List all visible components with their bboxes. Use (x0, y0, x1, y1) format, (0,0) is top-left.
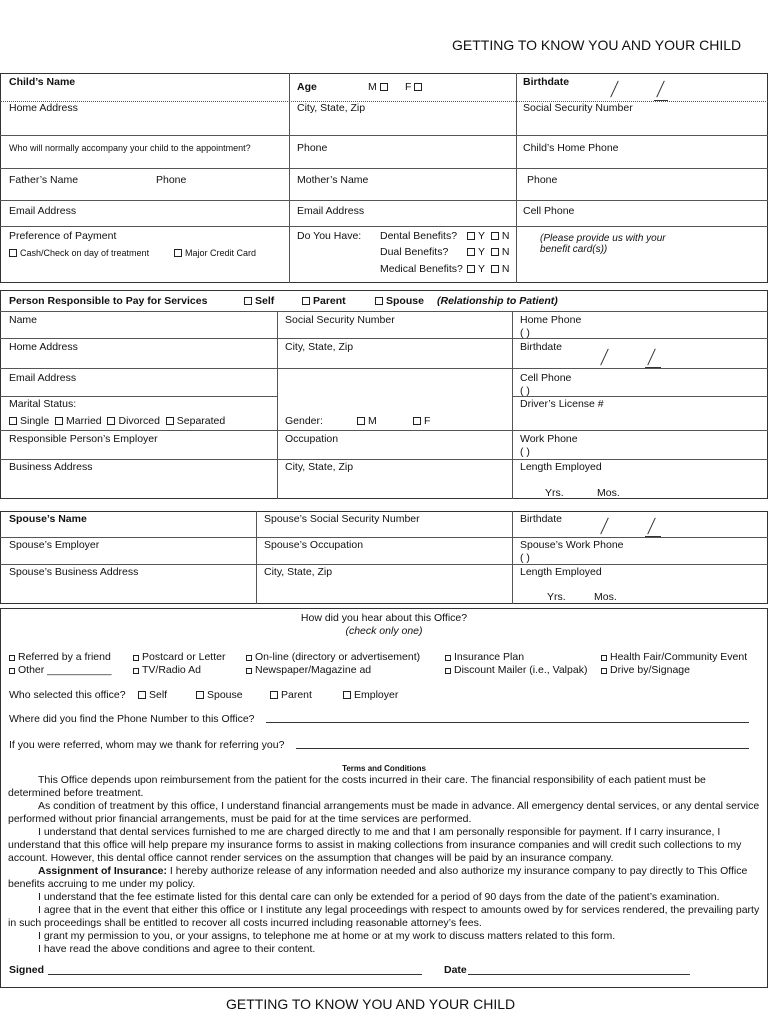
parent-option[interactable]: Parent (302, 295, 346, 307)
years-label: Yrs. (547, 591, 566, 603)
checkbox[interactable] (9, 417, 17, 425)
checkbox[interactable] (9, 668, 15, 674)
area-code-parens: ( ) (520, 446, 530, 458)
home-address-label: Home Address (9, 341, 78, 353)
terms-paragraph: I understand that the fee estimate listed for this dental care can only be extended for a period of 90 days from the date of the patient’s examination. (38, 891, 720, 903)
mother-phone-label: Phone (527, 174, 558, 186)
dual-benefits-label: Dual Benefits? (380, 246, 449, 258)
signature-field[interactable] (48, 974, 422, 975)
accompany-label: Who will normally accompany your child to the appointment? (9, 143, 251, 153)
marital-options[interactable]: Single Married Divorced Separated (9, 415, 225, 427)
medical-yn[interactable]: Y N (467, 263, 509, 275)
city-state-zip-label: City, State, Zip (285, 461, 354, 473)
years-label: Yrs. (545, 487, 564, 499)
checkbox[interactable] (601, 655, 607, 661)
length-employed-label: Length Employed (520, 566, 602, 578)
referred-by-field[interactable] (296, 748, 749, 749)
terms-paragraph: I have read the above conditions and agree to their content. (38, 943, 316, 955)
hear-question: How did you hear about this Office? (300, 612, 468, 624)
terms-paragraph: Assignment of Insurance: I hereby authorize release of any information needed and also authorize my insurance company to pay directly to This Office benefits accruing to me under my policy. (8, 865, 748, 890)
area-code-parens: ( ) (520, 552, 530, 564)
marital-status-label: Marital Status: (9, 398, 77, 410)
spouse-option[interactable]: Spouse (375, 295, 424, 307)
selected-parent-option[interactable]: Parent (270, 689, 312, 701)
employer-label: Responsible Person’s Employer (9, 433, 158, 445)
terms-paragraph: I understand that dental services furnished to me are charged directly to me and that I am personally responsible for payment. If I carry insurance, I understand that this office will help prepare my insurance forms to assist in making collections from insurance companies and will credit such collections to my account. However, this dental office cannot render services on the assumption that changes will be paid by an insurance company. (8, 826, 742, 864)
selected-employer-option[interactable]: Employer (343, 689, 398, 701)
page-title: GETTING TO KNOW YOU AND YOUR CHILD (452, 37, 742, 53)
signed-label: Signed (9, 964, 45, 976)
cell-phone-label: Cell Phone (523, 205, 575, 217)
home-address-label: Home Address (9, 102, 78, 114)
birthdate-label: Birthdate (520, 341, 563, 353)
selected-self-option[interactable]: Self (138, 689, 167, 701)
checkbox[interactable] (375, 297, 383, 305)
checkbox[interactable] (246, 668, 252, 674)
checkbox[interactable] (174, 249, 182, 257)
checkbox[interactable] (414, 83, 422, 91)
other-option[interactable]: Other ___________ (9, 664, 111, 676)
dental-benefits-label: Dental Benefits? (380, 230, 458, 242)
checkbox[interactable] (9, 655, 15, 661)
who-selected-label: Who selected this office? (9, 689, 126, 701)
childs-name-label: Child’s Name (9, 76, 76, 88)
checkbox[interactable] (196, 691, 204, 699)
occupation-label: Occupation (285, 433, 339, 445)
gender-m-option[interactable]: M (368, 81, 391, 93)
spouse-name-label: Spouse’s Name (9, 513, 87, 525)
phone-label: Phone (297, 142, 328, 154)
checkbox[interactable] (166, 417, 174, 425)
checkbox[interactable] (467, 248, 475, 256)
footer-title: GETTING TO KNOW YOU AND YOUR CHILD (226, 996, 516, 1012)
spouse-work-phone-label: Spouse’s Work Phone (520, 539, 624, 551)
checkbox[interactable] (133, 655, 139, 661)
age-label: Age (297, 81, 317, 93)
discount-mailer-option[interactable]: Discount Mailer (i.e., Valpak) (445, 664, 587, 676)
checkbox[interactable] (138, 691, 146, 699)
business-address-label: Business Address (9, 461, 93, 473)
where-phone-field[interactable] (266, 722, 749, 723)
checkbox[interactable] (445, 668, 451, 674)
self-option[interactable]: Self (244, 295, 274, 307)
checkbox[interactable] (413, 417, 421, 425)
insurance-plan-option[interactable]: Insurance Plan (445, 651, 524, 663)
birthdate-label: Birthdate (523, 76, 570, 88)
spouse-occupation-label: Spouse’s Occupation (264, 539, 364, 551)
cash-check-option[interactable]: Cash/Check on day of treatment (9, 247, 149, 259)
assignment-heading: Assignment of Insurance: (38, 865, 167, 877)
checkbox[interactable] (270, 691, 278, 699)
check-one-label: (check only one) (345, 625, 423, 637)
checkbox[interactable] (246, 655, 252, 661)
medical-benefits-label: Medical Benefits? (380, 263, 463, 275)
father-phone-label: Phone (156, 174, 187, 186)
benefit-card-note: (Please provide us with your benefit card(s)) (540, 233, 666, 255)
drivers-license-label: Driver’s License # (520, 398, 604, 410)
checkbox[interactable] (491, 248, 499, 256)
cell-phone-label: Cell Phone (520, 372, 572, 384)
checkbox[interactable] (55, 417, 63, 425)
newspaper-option[interactable]: Newspaper/Magazine ad (246, 664, 371, 676)
city-state-zip-label: City, State, Zip (285, 341, 354, 353)
spouse-business-address-label: Spouse’s Business Address (9, 566, 139, 578)
city-state-zip-label: City, State, Zip (264, 566, 333, 578)
gender-f-option[interactable]: F (405, 81, 425, 93)
checkbox[interactable] (9, 249, 17, 257)
credit-card-option[interactable]: Major Credit Card (174, 247, 256, 259)
checkbox[interactable] (491, 232, 499, 240)
date-field[interactable] (468, 974, 690, 975)
name-label: Name (9, 314, 38, 326)
city-state-zip-label: City, State, Zip (297, 102, 366, 114)
months-label: Mos. (594, 591, 617, 603)
terms-paragraph: I grant my permission to you, or your assigns, to telephone me at home or at my work to discuss matters related to this form. (38, 930, 616, 942)
postcard-option[interactable]: Postcard or Letter (133, 651, 225, 663)
checkbox[interactable] (380, 83, 388, 91)
checkbox[interactable] (357, 417, 365, 425)
ssn-label: Social Security Number (285, 314, 395, 326)
spouse-ssn-label: Spouse’s Social Security Number (264, 513, 420, 525)
terms-body (8, 774, 760, 956)
email-label-2: Email Address (297, 205, 365, 217)
area-code-parens: ( ) (520, 327, 530, 339)
checkbox[interactable] (491, 265, 499, 273)
gender-label: Gender: (285, 415, 323, 427)
home-phone-label: Home Phone (520, 314, 582, 326)
checkbox[interactable] (133, 668, 139, 674)
date-label: Date (444, 964, 467, 976)
do-you-have-label: Do You Have: (297, 230, 362, 242)
responsible-heading: Person Responsible to Pay for Services (9, 295, 208, 307)
childs-home-phone-label: Child’s Home Phone (523, 142, 619, 154)
terms-paragraph: I agree that in the event that either this office or I institute any legal proceedings with respect to amounts owed by for services rendered, the prevailing party in such proceedings shall be entitled to recover all costs incurred including reasonable attorney’s fees. (8, 904, 760, 929)
checkbox[interactable] (343, 691, 351, 699)
email-label: Email Address (9, 205, 77, 217)
length-employed-label: Length Employed (520, 461, 602, 473)
gender-f-option[interactable]: F (413, 415, 430, 427)
spouse-employer-label: Spouse’s Employer (9, 539, 100, 551)
area-code-parens: ( ) (520, 385, 530, 397)
checkbox[interactable] (467, 265, 475, 273)
months-label: Mos. (597, 487, 620, 499)
terms-heading: Terms and Conditions (342, 764, 426, 773)
tv-radio-option[interactable]: TV/Radio Ad (133, 664, 201, 676)
terms-paragraph: As condition of treatment by this office, I understand financial arrangements must be made in advance. All emergency dental services, or any dental service performed without prior financial arrangements, must be paid for at the time services are performed. (8, 800, 760, 825)
spouse-birthdate-label: Birthdate (520, 513, 563, 525)
relationship-label: (Relationship to Patient) (437, 295, 558, 307)
dual-yn[interactable]: Y N (467, 246, 509, 258)
checkbox[interactable] (244, 297, 252, 305)
email-label: Email Address (9, 372, 77, 384)
ssn-label: Social Security Number (523, 102, 633, 114)
checkbox[interactable] (302, 297, 310, 305)
online-option[interactable]: On-line (directory or advertisement) (246, 651, 420, 663)
referred-friend-option[interactable]: Referred by a friend (9, 651, 111, 663)
mothers-name-label: Mother’s Name (297, 174, 369, 186)
payment-preference-label: Preference of Payment (9, 230, 117, 242)
work-phone-label: Work Phone (520, 433, 578, 445)
drive-by-option[interactable]: Drive by/Signage (601, 664, 690, 676)
checkbox[interactable] (107, 417, 115, 425)
checkbox[interactable] (467, 232, 475, 240)
terms-paragraph: This Office depends upon reimbursement from the patient for the costs incurred in their care. The financial responsibility of each patient must be determined before treatment. (8, 774, 706, 799)
dental-yn[interactable]: Y N (467, 230, 509, 242)
selected-spouse-option[interactable]: Spouse (196, 689, 243, 701)
where-phone-label: Where did you find the Phone Number to this Office? (9, 713, 255, 725)
health-fair-option[interactable]: Health Fair/Community Event (601, 651, 747, 663)
gender-m-option[interactable]: M (357, 415, 377, 427)
checkbox[interactable] (445, 655, 451, 661)
fathers-name-label: Father’s Name (9, 174, 79, 186)
referred-by-label: If you were referred, whom may we thank for referring you? (9, 739, 285, 751)
checkbox[interactable] (601, 668, 607, 674)
